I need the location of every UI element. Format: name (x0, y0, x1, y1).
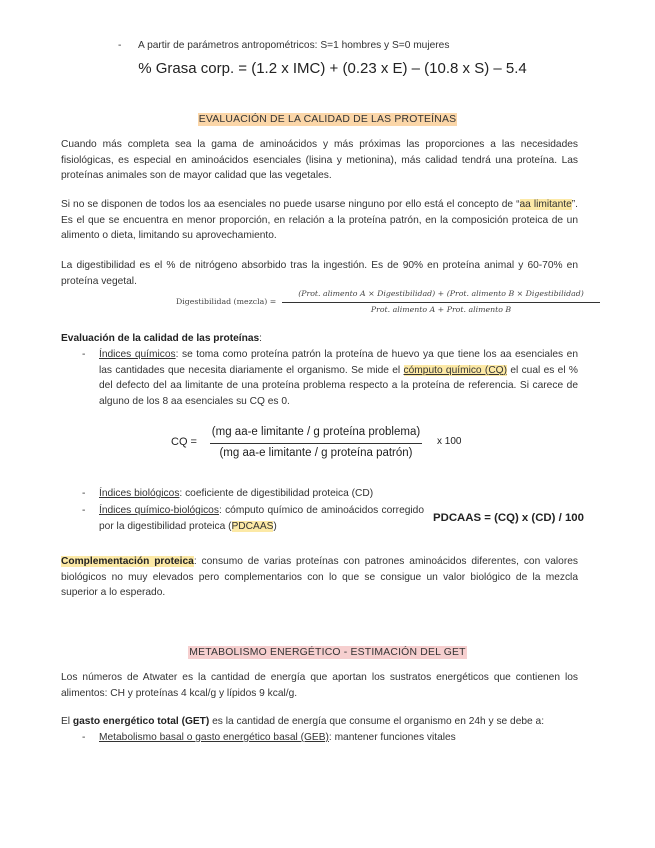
cq-formula-lhs: CQ = (171, 436, 197, 448)
para2-text-before: Si no se disponen de todos los aa esenciales no puede usarse ninguno por ello está el concepto de “ (61, 199, 520, 210)
complementacion-label: Complementación proteica (61, 556, 194, 567)
cq-fraction-line (210, 443, 422, 444)
indices-biologicos-label: Índices biológicos (99, 488, 180, 499)
paragraph-complementacion (61, 554, 578, 601)
biologicos-text: : coeficiente de digestibilidad proteica (CD) (179, 488, 374, 499)
cq-formula-times: x 100 (437, 436, 462, 447)
cq-formula-denominator: (mg aa-e limitante / g proteína patrón) (219, 447, 413, 459)
get-bold-term: gasto energético total (GET) (72, 716, 210, 727)
indices-quimicos-label: Índices químicos (99, 349, 176, 360)
bullet-dash: - (82, 488, 86, 499)
evaluation-title-text: Evaluación de la calidad de las proteínas (61, 333, 260, 344)
quimico-bio-text2: ) (273, 520, 277, 532)
digestibility-fraction-line (282, 302, 600, 303)
section-heading-protein-quality: EVALUACIÓN DE LA CALIDAD DE LAS PROTEÍNAS (198, 114, 457, 125)
aa-limitante-highlight: aa limitante (519, 199, 572, 210)
para2-text-after: ”. Es el que se encuentra en menor proporción, en relación a la proteína patrón, en la composición proteica de un alimento o dieta, limitando su aprovechamiento. (61, 199, 578, 242)
pdcaas-formula: PDCAAS = (CQ) x (CD) / 100 (433, 512, 584, 524)
paragraph-get (61, 714, 578, 730)
digestibility-formula-numerator: (Prot. alimento A × Digestibilidad) + (Prot. alimento B × Digestibilidad) (298, 289, 584, 298)
digestibility-formula-denominator: Prot. alimento A + Prot. alimento B (370, 305, 512, 314)
bullet-dash: - (118, 40, 122, 51)
quimicos-text2: el cual es el % del defecto del aa limitante de una proteína problema respecto a la proteína de referencia. Si carece de alguno de los 8 aa esenciales su CQ es 0. (99, 364, 578, 407)
paragraph-limiting-aa (61, 197, 578, 244)
get-text-after: es la cantidad de energía que consume el organismo en 24h y se debe a: (209, 716, 545, 727)
section-heading-metabolismo: METABOLISMO ENERGÉTICO - ESTIMACIÓN DEL GET (189, 647, 466, 658)
bullet-metabolismo-basal (99, 730, 578, 746)
paragraph-protein-completeness: Cuando más completa sea la gama de aminoácidos y más próximas las proporciones a las necesidades fisiológicas, es especial en aminoácidos esenciales (lisina y metionina), más calidad tendrá una proteína. Las proteínas animales son de mayor calidad que las vegetales. (61, 139, 578, 182)
bullet-dash: - (82, 349, 86, 360)
quimico-bio-text1: : cómputo químico de aminoácidos corregido por la digestibilidad proteica ( (99, 505, 424, 532)
metabolismo-basal-label: Metabolismo basal o gasto energético basal (GEB) (99, 732, 329, 743)
computo-quimico-highlight: cómputo químico (CQ) (403, 364, 507, 376)
bullet-indices-quimico-biologicos (99, 503, 424, 534)
quimicos-text1: : se toma como proteína patrón la proteína de huevo ya que tiene los aa esenciales en las cantidades que necesita diariamente el organismo. Se mide el (99, 349, 579, 376)
digestibility-formula-lhs: Digestibilidad (mezcla) = (176, 297, 277, 306)
bullet-dash: - (82, 732, 86, 743)
indices-quimico-biologicos-label: Índices químico-biológicos (99, 505, 219, 516)
pdcaas-highlight: PDCAAS (231, 520, 274, 532)
bullet-indices-biologicos (99, 486, 578, 502)
grasa-formula: % Grasa corp. = (1.2 x IMC) + (0.23 x E) – (10.8 x S) – 5.4 (138, 60, 527, 77)
bullet-indices-quimicos (99, 347, 578, 409)
evaluation-title-colon: : (259, 333, 263, 344)
complementacion-text: : consumo de varias proteínas con patrones aminoácidos diferentes, con valores biológicos no muy elevados pero complementarios con lo que se consigue un valor biológico de la mezcla superior a lo esperado. (61, 556, 578, 599)
bullet-dash: - (82, 505, 86, 516)
evaluation-title (61, 331, 262, 347)
paragraph-atwater: Los números de Atwater es la cantidad de energía que aportan los sustratos energéticos que contienen los alimentos: CH y proteínas 4 kcal/g y lípidos 9 kcal/g. (61, 672, 578, 699)
cq-formula-numerator: (mg aa-e limitante / g proteína problema) (211, 426, 421, 438)
get-text-before: El (61, 716, 73, 727)
metabolismo-basal-text: : mantener funciones vitales (328, 732, 456, 743)
paragraph-digestibility: La digestibilidad es el % de nitrógeno absorbido tras la ingestión. Es de 90% en proteína animal y 60-70% en proteína vegetal. (61, 260, 578, 287)
top-bullet-text: A partir de parámetros antropométricos: S=1 hombres y S=0 mujeres (138, 40, 450, 51)
